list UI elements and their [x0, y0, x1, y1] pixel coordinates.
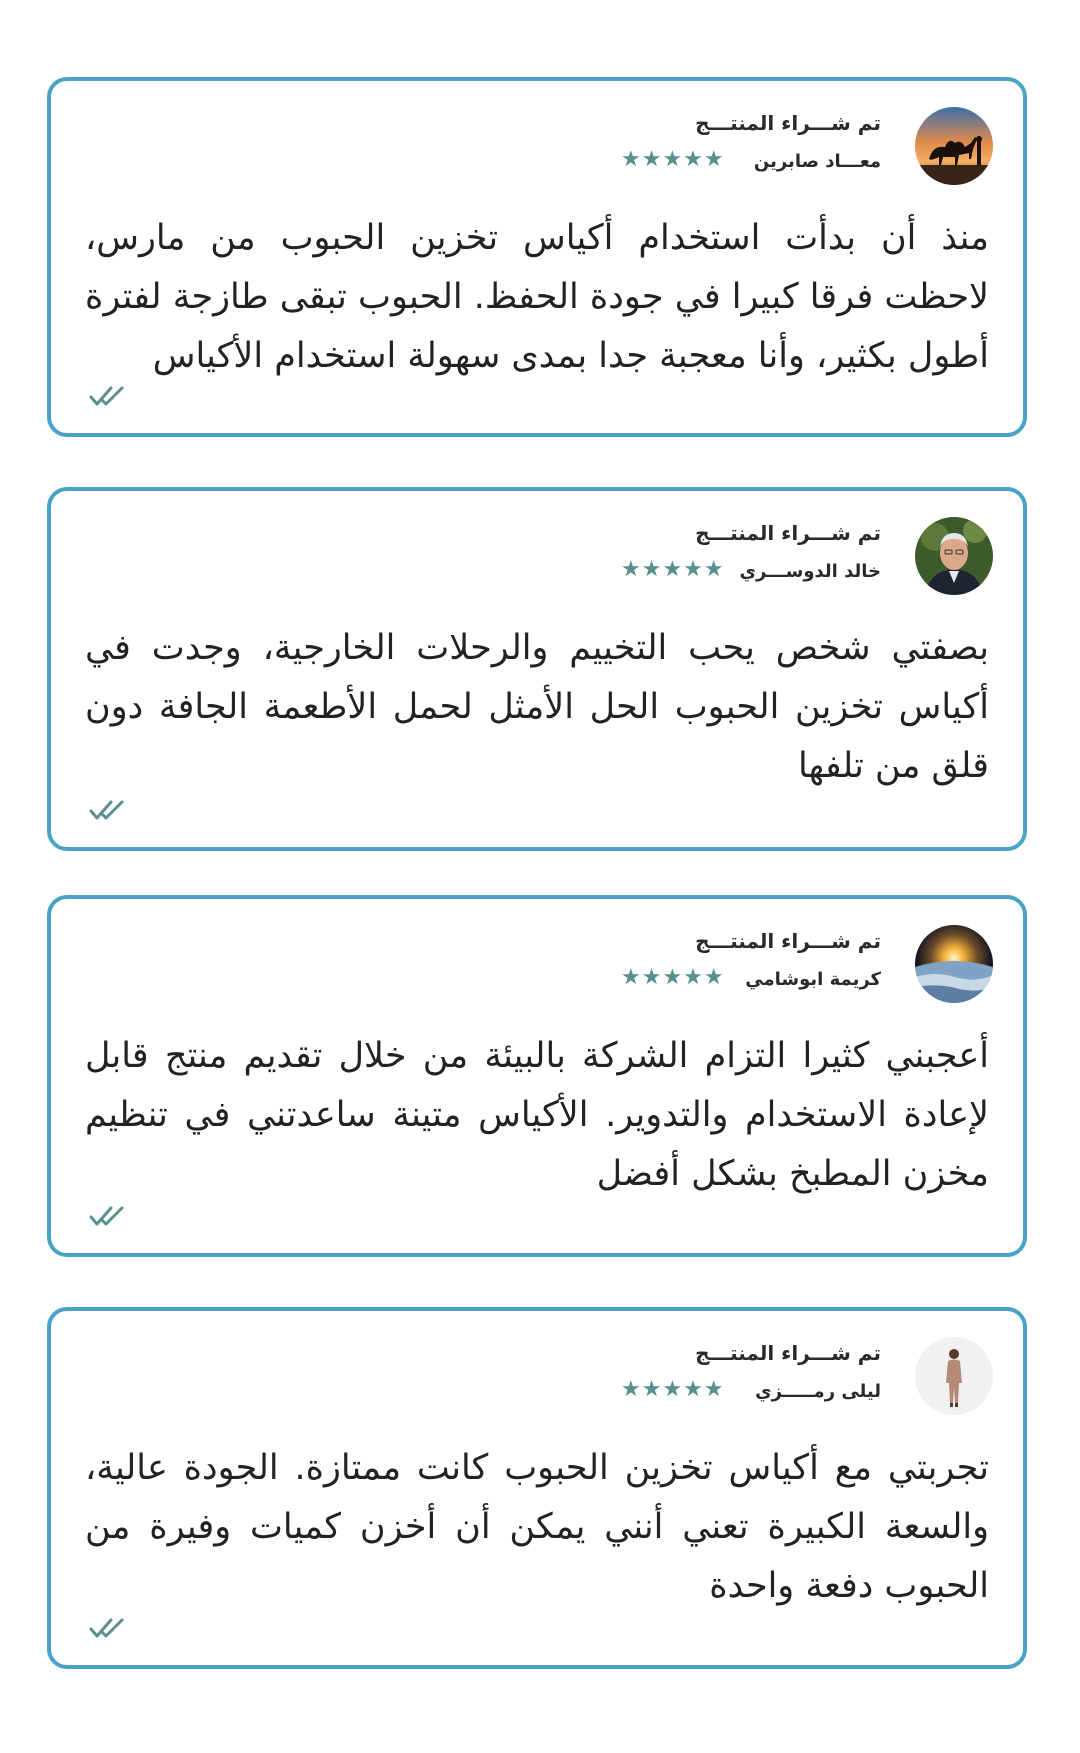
author-name: معـــاد صابرين: [753, 151, 881, 172]
review-text: بصفتي شخص يحب التخييم والرحلات الخارجية، وجدت في أكياس تخزين الحبوب الحل الأمثل لحمل الأطعمة الجافة دون قلق من تلفها: [85, 628, 989, 786]
review-text: تجربتي مع أكياس تخزين الحبوب كانت ممتازة. الجودة عالية، والسعة الكبيرة تعني أنني يمكن أن أخزن كميات وفيرة من الحبوب دفعة واحدة: [85, 1448, 989, 1606]
review-header: [621, 1337, 993, 1415]
review-card: [47, 1307, 1027, 1669]
review-meta: [621, 107, 881, 185]
star-rating: ★★★★★: [621, 965, 725, 990]
star-rating: ★★★★★: [621, 557, 725, 582]
earth-sunrise-avatar-icon: [915, 925, 993, 1003]
author-name: كريمة ابوشامي: [745, 969, 881, 990]
camel-sunset-avatar-icon: [915, 107, 993, 185]
purchased-label: تم شـــراء المنتـــج: [695, 111, 881, 135]
review-card: [47, 77, 1027, 437]
star-rating: ★★★★★: [621, 147, 725, 172]
double-check-icon: [89, 1205, 129, 1227]
double-check-icon: [89, 1617, 129, 1639]
double-check-icon: [89, 385, 129, 407]
elderly-man-avatar-icon: [915, 517, 993, 595]
review-text: أعجبني كثيرا التزام الشركة بالبيئة من خلال تقديم منتج قابل لإعادة الاستخدام والتدوير. الأكياس متينة ساعدتني في تنظيم مخزن المطبخ بشكل أفضل: [85, 1036, 989, 1194]
review-meta: [621, 517, 881, 595]
review-header: [621, 107, 993, 185]
review-meta: [621, 925, 881, 1003]
author-name: خالد الدوســـري: [739, 561, 881, 582]
review-text: منذ أن بدأت استخدام أكياس تخزين الحبوب من مارس، لاحظت فرقا كبيرا في جودة الحفظ. الحبوب تبقى طازجة لفترة أطول بكثير، وأنا معجبة جدا بمدى سهولة استخدام الأكياس: [85, 218, 989, 376]
review-card: [47, 487, 1027, 851]
author-name: ليلى رمـــــزي: [755, 1381, 881, 1402]
standing-woman-avatar-icon: [915, 1337, 993, 1415]
review-header: [621, 925, 993, 1003]
review-card: [47, 895, 1027, 1257]
purchased-label: تم شـــراء المنتـــج: [695, 1341, 881, 1365]
review-meta: [621, 1337, 881, 1415]
double-check-icon: [89, 799, 129, 821]
review-header: [621, 517, 993, 595]
purchased-label: تم شـــراء المنتـــج: [695, 929, 881, 953]
star-rating: ★★★★★: [621, 1377, 725, 1402]
purchased-label: تم شـــراء المنتـــج: [695, 521, 881, 545]
